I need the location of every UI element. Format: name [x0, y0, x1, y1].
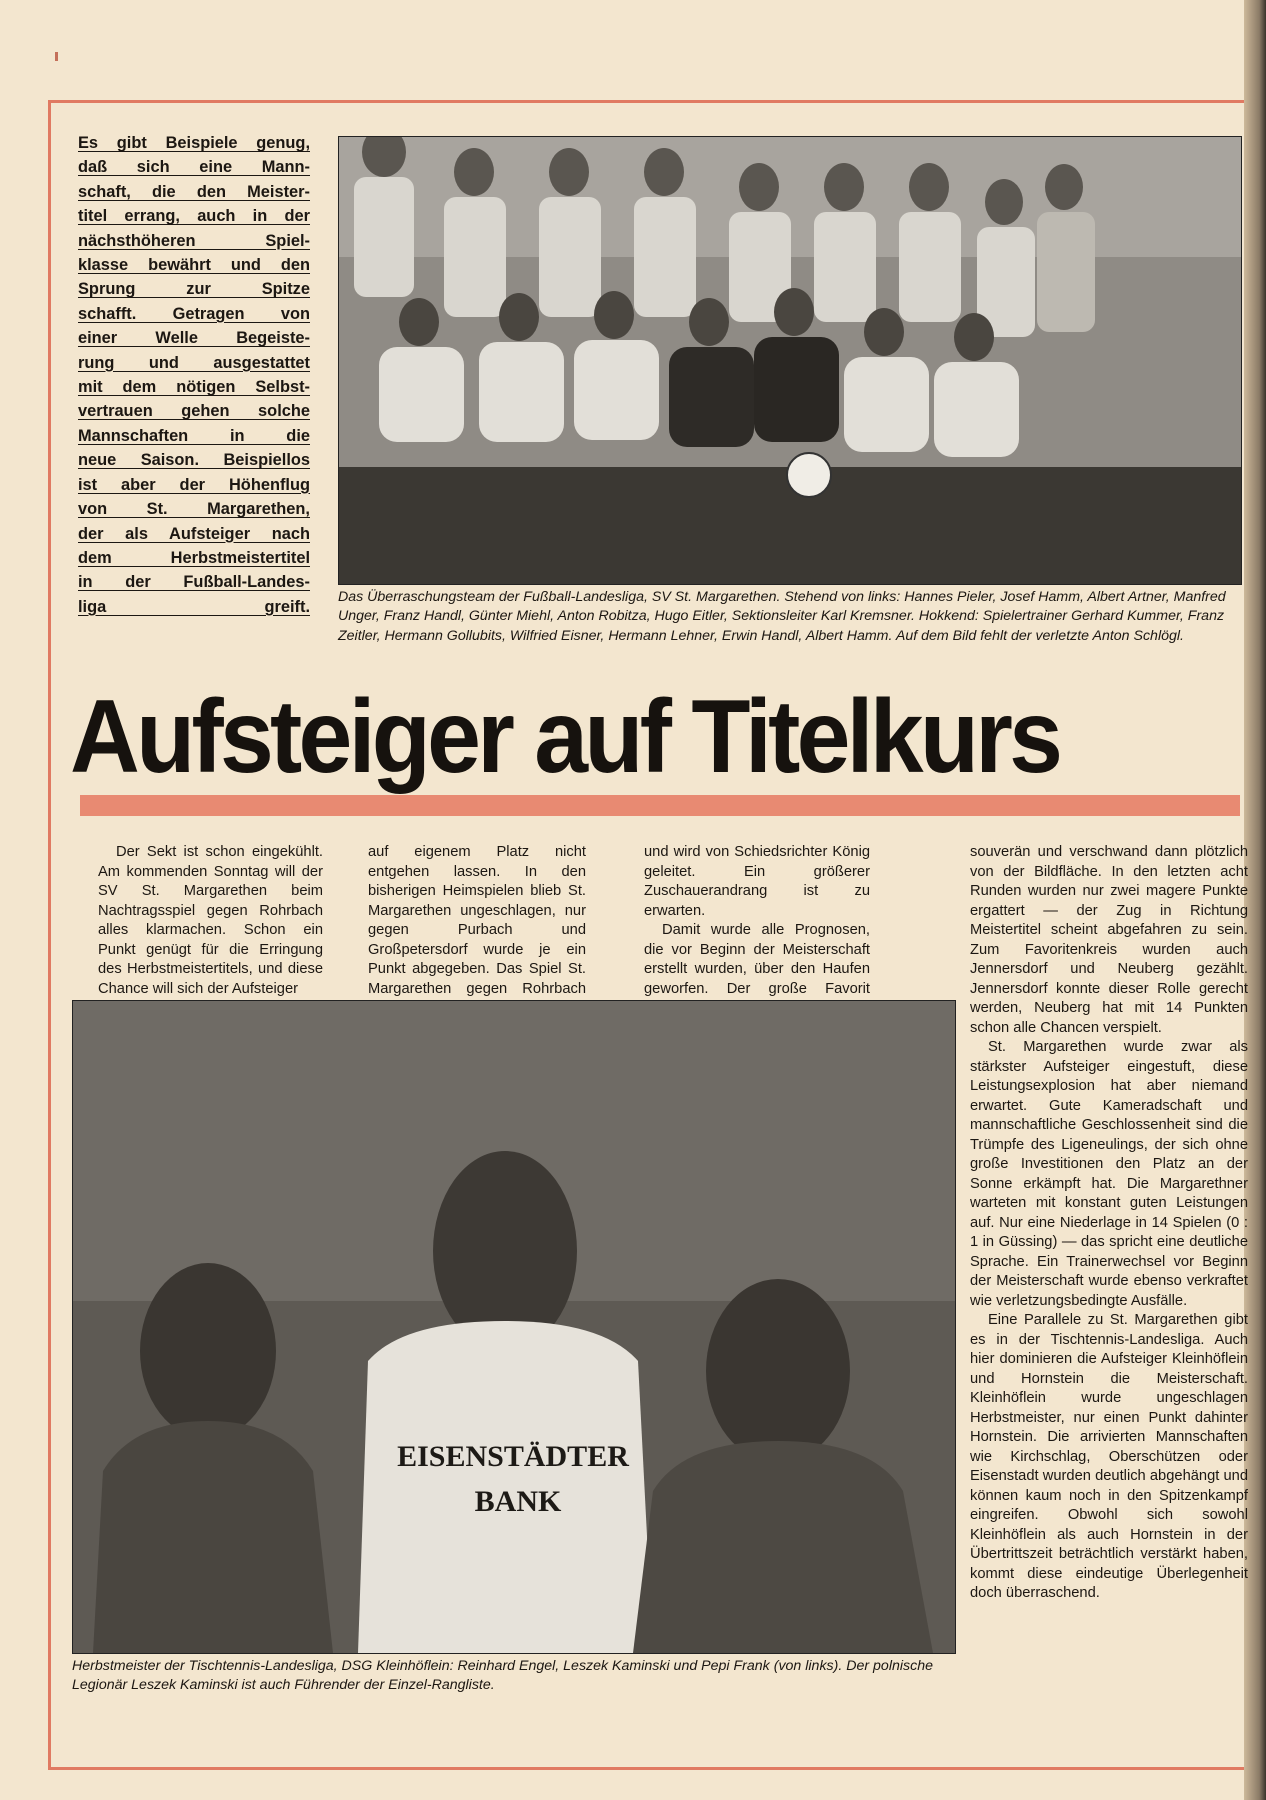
team-photo-caption: Das Überraschungsteam der Fußball-Landesliga, SV St. Margarethen. Stehend von links: Hannes Pieler, Josef Hamm, Albert Artner, Manfred Unger, Franz Handl, Günter Miehl, Anton Robitza, Hugo Eitler, Sektionsleiter Karl Kremsner. Hokkend: Spielertrainer Gerhard Kummer, Franz Zeitler, Hermann Gollubits, Wilfried Eisner, Hermann Lehner, Erwin Handl, Albert Hamm. Auf dem Bild fehlt der verletzte Anton Schlögl. [338, 589, 1226, 644]
table-tennis-photo [72, 1000, 956, 1654]
table-tennis-photo-image [73, 1001, 955, 1653]
article-paragraph: Der Sekt ist schon eingekühlt. Am kommenden Sonntag will der SV St. Margarethen beim Nachtragsspiel gegen Rohrbach alles klarmachen. Schon ein Punkt genügt für die Erringung des Herbstmeistertitels, und diese Chance will sich der Aufsteiger [98, 844, 323, 997]
article-paragraph: auf eigenem Platz nicht entgehen lassen. In den bisherigen Heimspielen blieb St. Margarethen ungeschlagen, nur gegen Purbach und Großpetersdorf wurde je ein Punkt abgegeben. Das Spiel St. Margarethen gegen Rohrbach [368, 844, 586, 997]
article-paragraph: souverän und verschwand dann plötzlich von der Bildfläche. In den letzten acht Runden wurden nur zwei magere Punkte ergattert — der Zug in Richtung Meistertitel scheint abgefahren zu sein. Zum Favoritenkreis wurden auch Jennersdorf und Neuberg gezählt. Jennersdorf konnte dieser Rolle gerecht werden, Neuberg hat mit 14 Punkten schon alle Chancen verspielt. [970, 844, 1248, 1036]
intro-line: liga greift. [78, 597, 310, 616]
intro-line: klasse bewährt und den [78, 256, 310, 275]
intro-line: schaft, die den Meister- [78, 182, 310, 201]
article-column-1 [98, 843, 323, 999]
intro-line: daß sich eine Mann- [78, 158, 310, 177]
article-paragraph: St. Margarethen wurde zwar als stärkster Aufsteiger eingestuft, diese Leistungsexplosion hat aber niemand erwartet. Gute Kameradschaft und mannschaftliche Geschlossenheit sind die Trümpfe des Ligeneulings, der sich ohne große Investitionen den Platz an der Sonne erkämpft hat. Die Margarethner warteten mit konstant guten Leistungen auf. Nur eine Niederlage in 14 Spielen (0 : 1 in Güssing) — das spricht eine deutliche Sprache. Ein Trainerwechsel vor Beginn der Meisterschaft wurde ebenso verkraftet wie verletzungsbedingte Ausfälle. [970, 1039, 1248, 1309]
intro-line: neue Saison. Beispiellos [78, 451, 310, 470]
intro-line: titel errang, auch in der [78, 207, 310, 226]
shirt-line-1: EISENSTÄDTER [397, 1440, 629, 1473]
team-photo-image [339, 137, 1241, 584]
intro-line: Es gibt Beispiele genug, [78, 134, 310, 152]
intro-line: rung und ausgestattet [78, 353, 310, 372]
intro-line: dem Herbstmeistertitel [78, 548, 310, 567]
article-column-3 [644, 843, 870, 1019]
shirt-line-2: BANK [474, 1485, 562, 1518]
intro-line: Mannschaften in die [78, 426, 310, 445]
intro-line: von St. Margarethen, [78, 500, 310, 519]
intro-line: in der Fußball-Landes- [78, 573, 310, 592]
intro-line: einer Welle Begeiste- [78, 329, 310, 348]
intro-line: schafft. Getragen von [78, 304, 310, 323]
intro-line: vertrauen gehen solche [78, 402, 310, 421]
article-column-2 [368, 843, 586, 1019]
intro-line: ist aber der Höhenflug [78, 475, 310, 494]
intro-line: mit dem nötigen Selbst- [78, 378, 310, 397]
team-photo [338, 136, 1242, 585]
headline-rule [80, 795, 1240, 816]
article-paragraph: Damit wurde alle Prognosen, die vor Beginn der Meisterschaft erstellt wurden, über den Haufen geworfen. Der große Favorit [644, 922, 870, 997]
intro-box [78, 131, 310, 619]
intro-line: der als Aufsteiger nach [78, 524, 310, 543]
intro-line: Sprung zur Spitze [78, 280, 310, 299]
article-column-4 [970, 843, 1248, 1604]
registration-mark [55, 52, 58, 61]
article-paragraph: Eine Parallele zu St. Margarethen gibt es in der Tischtennis-Landesliga. Auch hier dominieren die Aufsteiger Kleinhöflein und Hornstein die Meisterschaft. Kleinhöflein wurde ungeschlagen Herbstmeister, nur einen Punkt dahinter Hornstein. Die arrivierten Mannschaften wie Kirchschlag, Oberschützen oder Eisenstadt wurden deutlich abgehängt und können kaum noch in den Spitzenkampf eingreifen. Obwohl sich sowohl Kleinhöflein als auch Hornstein in der Übertrittszeit beträchtlich verstärkt haben, kommt diese eindeutige Überlegenheit doch überraschend. [970, 1312, 1248, 1601]
article-paragraph: und wird von Schiedsrichter König geleitet. Ein größerer Zuschauerandrang ist zu erwarten. [644, 844, 870, 919]
table-tennis-photo-caption: Herbstmeister der Tischtennis-Landesliga, DSG Kleinhöflein: Reinhard Engel, Leszek Kaminski und Pepi Frank (von links). Der polnische Legionär Leszek Kaminski ist auch Führender der Einzel-Rangliste. [72, 1658, 933, 1694]
intro-line: nächsthöheren Spiel- [78, 231, 310, 250]
headline: Aufsteiger auf Titelkurs [70, 679, 1060, 795]
